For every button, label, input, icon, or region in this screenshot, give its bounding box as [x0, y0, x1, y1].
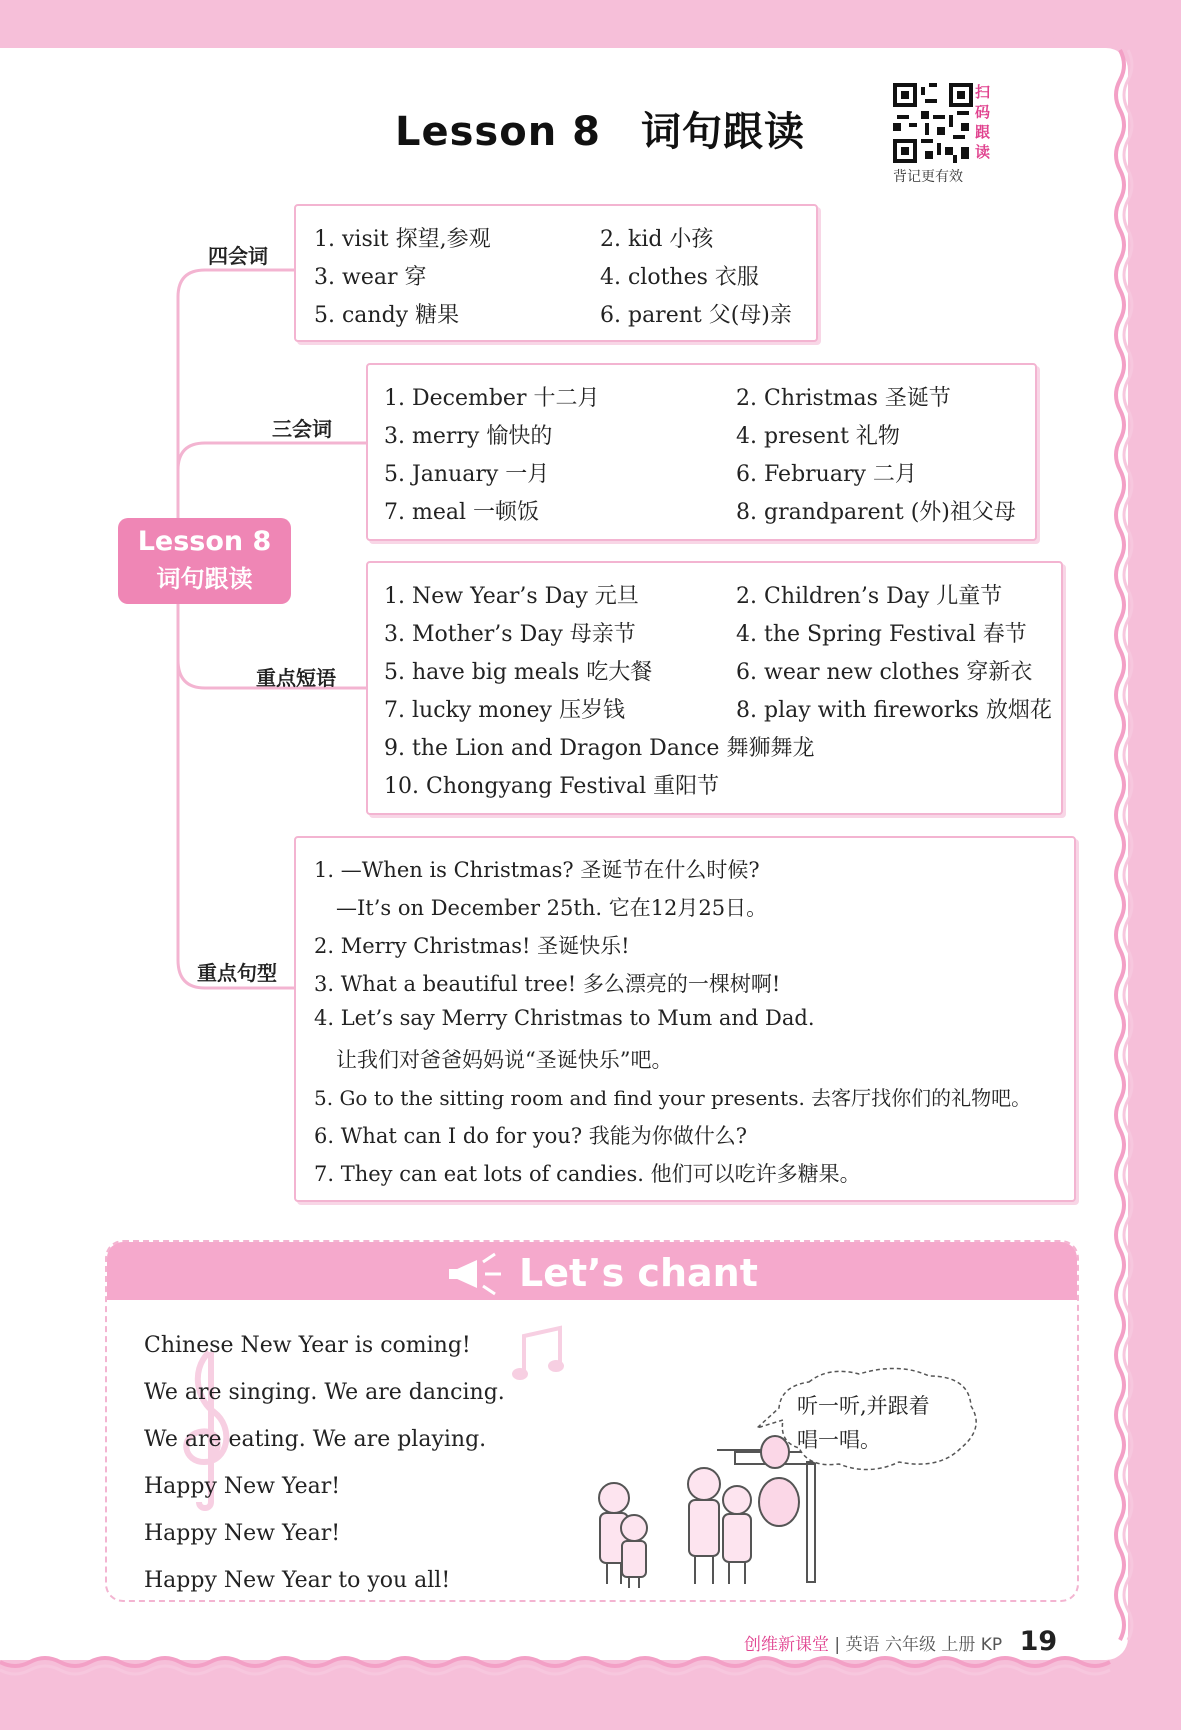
four-skill-words-box: [294, 204, 818, 342]
branch-label-key-phrases: 重点短语: [256, 666, 336, 690]
title-english: Lesson 8: [395, 109, 601, 155]
phrase-item: 9. the Lion and Dragon Dance 舞狮舞龙: [384, 736, 815, 761]
footer-grade: 六年级: [884, 1635, 936, 1655]
center-badge-subtitle: 词句跟读: [156, 565, 253, 593]
word-item: 4. present 礼物: [736, 424, 900, 449]
branch-label-key-sentences: 重点句型: [197, 961, 277, 985]
word-item: 3. wear 穿: [314, 265, 427, 290]
qr-side-char: 跟: [975, 123, 991, 141]
word-item: 7. meal 一顿饭: [384, 500, 540, 525]
sentence-item: 让我们对爸爸妈妈说“圣诞快乐”吧。: [336, 1048, 673, 1072]
word-item: 2. kid 小孩: [600, 227, 714, 252]
chant-title: Let’s chant: [519, 1251, 758, 1295]
word-item: 3. merry 愉快的: [384, 424, 553, 449]
footer-brand: 创维新课堂: [744, 1635, 829, 1655]
word-item: 5. January 一月: [384, 462, 550, 487]
branch-label-four-skill-words: 四会词: [208, 244, 268, 268]
footer-term: 上册: [941, 1635, 976, 1655]
word-item: 8. grandparent (外)祖父母: [736, 500, 1016, 525]
lets-chant-panel: [105, 1240, 1079, 1602]
footer-separator: |: [834, 1635, 841, 1655]
phrase-item: 10. Chongyang Festival 重阳节: [384, 774, 720, 799]
key-sentences-box: [294, 836, 1076, 1202]
sentence-item: 2. Merry Christmas! 圣诞快乐!: [314, 934, 630, 958]
phrase-item: 2. Children’s Day 儿童节: [736, 584, 1003, 609]
chant-line: We are eating. We are playing.: [144, 1427, 487, 1452]
branch-label-three-skill-words: 三会词: [272, 417, 332, 441]
speech-bubble-line: 唱一唱。: [797, 1428, 881, 1452]
sentence-item: 4. Let’s say Merry Christmas to Mum and Dad.: [314, 1006, 815, 1030]
chant-line: Happy New Year!: [144, 1474, 341, 1499]
megaphone-icon: [447, 1252, 509, 1296]
qr-side-char: 码: [975, 103, 991, 121]
sentence-item: 5. Go to the sitting room and find your presents. 去客厅找你们的礼物吧。: [314, 1086, 1032, 1110]
qr-side-char: 扫: [975, 83, 991, 101]
phrase-item: 8. play with fireworks 放烟花: [736, 698, 1052, 723]
music-notes-icon: [512, 1322, 572, 1386]
key-phrases-box: [366, 561, 1063, 815]
word-item: 4. clothes 衣服: [600, 265, 759, 290]
sentence-item: —It’s on December 25th. 它在12月25日。: [336, 896, 768, 920]
footer-edition: KP: [980, 1635, 1003, 1655]
word-item: 6. February 二月: [736, 462, 917, 487]
chant-line: Happy New Year to you all!: [144, 1568, 451, 1593]
chant-line: We are singing. We are dancing.: [144, 1380, 505, 1405]
qr-side-char: 读: [975, 143, 991, 161]
sentence-item: 6. What can I do for you? 我能为你做什么?: [314, 1124, 748, 1148]
phrase-item: 5. have big meals 吃大餐: [384, 660, 653, 685]
speech-bubble: [739, 1362, 989, 1482]
three-skill-words-box: [366, 363, 1037, 541]
sentence-item: 3. What a beautiful tree! 多么漂亮的一棵树啊!: [314, 972, 781, 996]
footer-subject: 英语: [845, 1635, 880, 1655]
bottom-wave-border: [0, 1650, 1181, 1730]
chant-line: Chinese New Year is coming!: [144, 1333, 471, 1358]
phrase-item: 4. the Spring Festival 春节: [736, 622, 1027, 647]
sentence-item: 1. —When is Christmas? 圣诞节在什么时候?: [314, 858, 760, 882]
speech-bubble-line: 听一听,并跟着: [797, 1394, 930, 1418]
phrase-item: 1. New Year’s Day 元旦: [384, 584, 639, 609]
page-number: 19: [1019, 1626, 1058, 1657]
phrase-item: 3. Mother’s Day 母亲节: [384, 622, 636, 647]
word-item: 1. visit 探望,参观: [314, 227, 491, 252]
title-chinese: 词句跟读: [640, 109, 805, 155]
word-item: 2. Christmas 圣诞节: [736, 386, 951, 411]
word-item: 5. candy 糖果: [314, 303, 460, 328]
qr-caption: 背记更有效: [893, 169, 963, 185]
lesson-center-badge: [118, 518, 291, 604]
chant-line: Happy New Year!: [144, 1521, 341, 1546]
phrase-item: 7. lucky money 压岁钱: [384, 698, 625, 723]
word-item: 1. December 十二月: [384, 386, 600, 411]
word-item: 6. parent 父(母)亲: [600, 303, 792, 328]
sentence-item: 7. They can eat lots of candies. 他们可以吃许多糖果。: [314, 1162, 861, 1186]
center-badge-title: Lesson 8: [137, 526, 272, 557]
phrase-item: 6. wear new clothes 穿新衣: [736, 660, 1033, 685]
page-footer: [744, 1626, 1057, 1657]
